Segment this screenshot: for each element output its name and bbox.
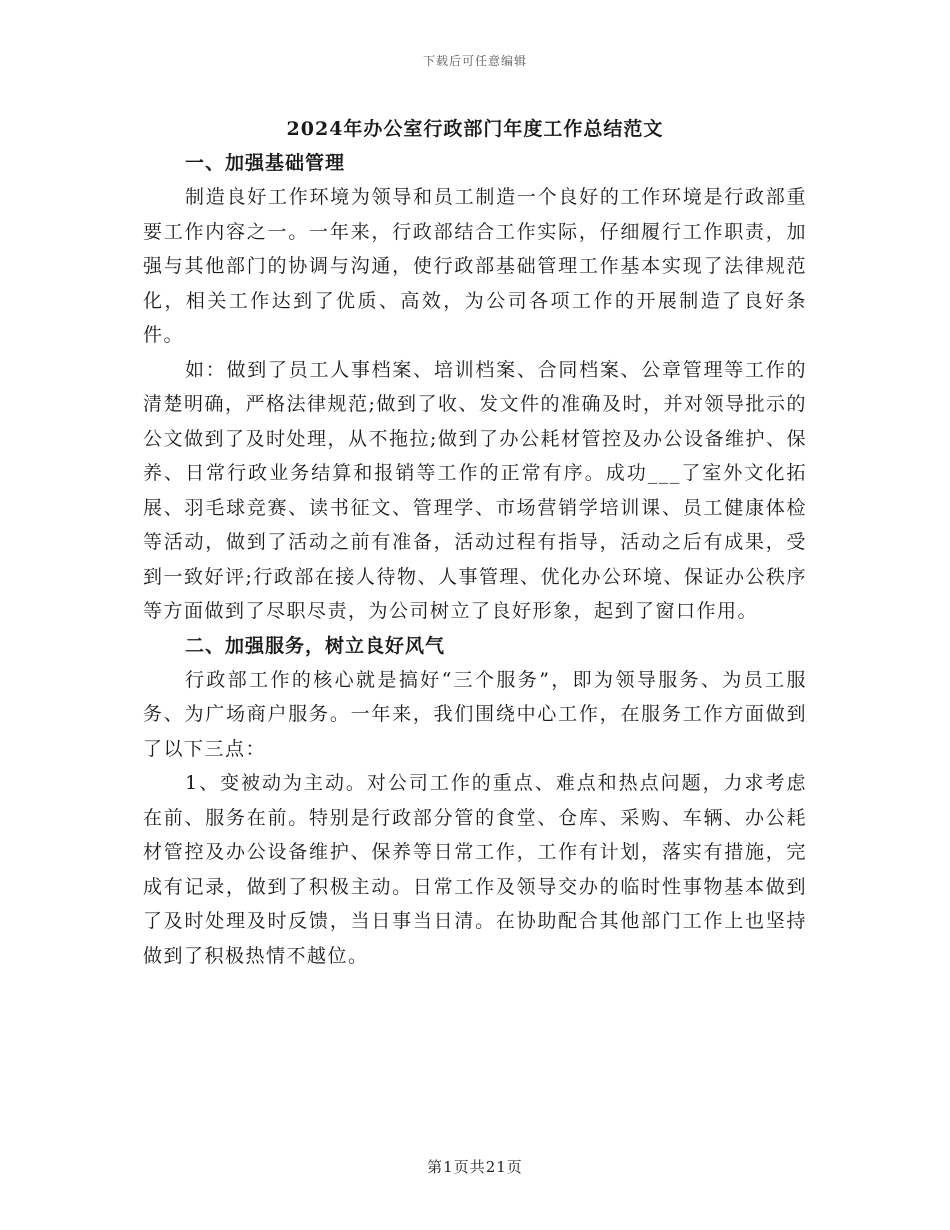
section-1-paragraph-1: 制造良好工作环境为领导和员工制造一个良好的工作环境是行政部重要工作内容之一。一年来，行政部结合工作实际，仔细履行工作职责，加强与其他部门的协调与沟通，使行政部基础管理工作基本实现了法律规范化，相关工作达到了优质、高效，为公司各项工作的开展制造了良好条件。 xyxy=(143,186,807,346)
page-header-note: 下载后可任意编辑 xyxy=(422,54,527,68)
section-heading-2: 二、加强服务，树立良好风气 xyxy=(185,634,446,657)
page-number-footer: 第1页共21页 xyxy=(427,1158,523,1176)
document-title: 2024年办公室行政部门年度工作总结范文 xyxy=(286,118,664,140)
section-2-paragraph-2: 1、变被动为主动。对公司工作的重点、难点和热点问题，力求考虑在前、服务在前。特别是行政部分管的食堂、仓库、采购、车辆、办公耗材管控及办公设备维护、保养等日常工作，工作有计划，落实有措施，完成有记录，做到了积极主动。日常工作及领导交办的临时性事物基本做到了及时处理及时反馈，当日事当日清。在协助配合其他部门工作上也坚持做到了积极热情不越位。 xyxy=(143,772,807,967)
section-heading-1: 一、加强基础管理 xyxy=(185,152,346,174)
section-1-paragraph-2: 如：做到了员工人事档案、培训档案、合同档案、公章管理等工作的清楚明确，严格法律规范;做到了收、发文件的准确及时，并对领导批示的公文做到了及时处理，从不拖拉;做到了办公耗材管控及办公设备维护、保养、日常行政业务结算和报销等工作的正常有序。成功___了室外文化拓展、羽毛球竞赛、读书征文、管理学、市场营销学培训课、员工健康体检等活动，做到了活动之前有准备，活动过程有指导，活动之后有成果，受到一致好评;行政部在接人待物、人事管理、优化办公环境、保证办公秩序等方面做到了尽职尽责，为公司树立了良好形象，起到了窗口作用。 xyxy=(143,358,807,622)
document-body xyxy=(143,146,807,973)
section-2-paragraph-1: 行政部工作的核心就是搞好“三个服务”，即为领导服务、为员工服务、为广场商户服务。一年来，我们围绕中心工作，在服务工作方面做到了以下三点： xyxy=(143,668,807,760)
